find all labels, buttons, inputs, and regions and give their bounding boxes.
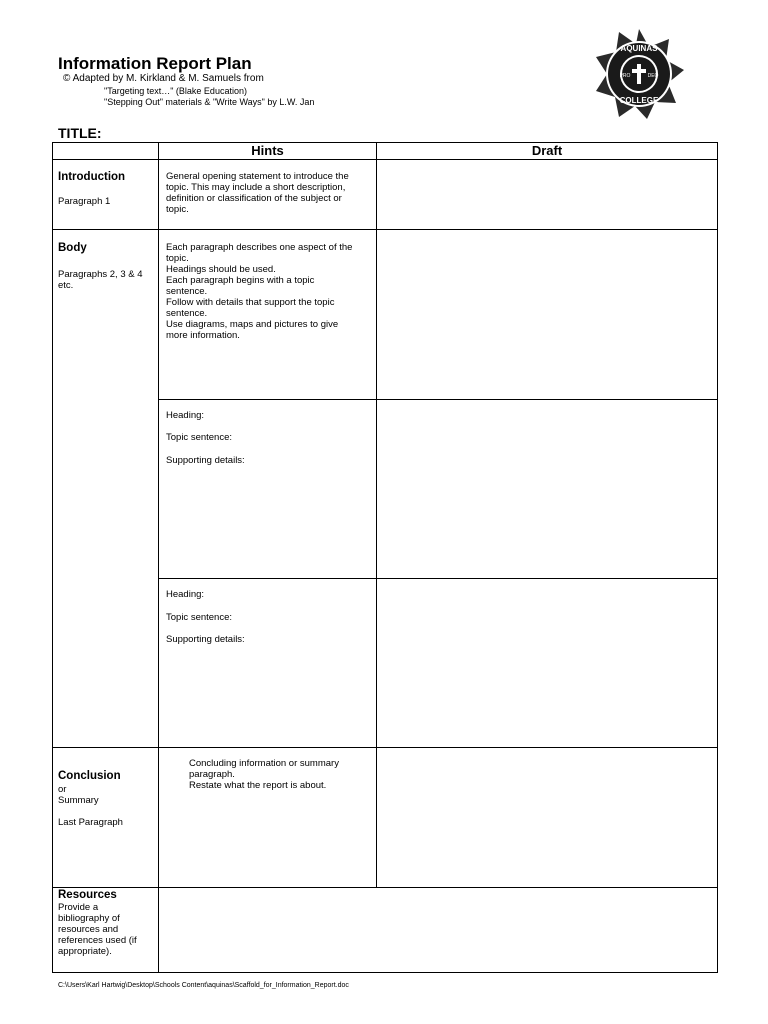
- credit-line: © Adapted by M. Kirkland & M. Samuels from: [63, 73, 264, 84]
- source-line-1: "Targeting text…" (Blake Education): [104, 86, 247, 96]
- body-heading: Body: [58, 242, 87, 254]
- conclusion-draft-cell[interactable]: [377, 748, 717, 887]
- logo-text-right: DEO: [647, 73, 659, 79]
- table-border: [717, 142, 718, 973]
- para-b-details: Supporting details:: [166, 634, 245, 645]
- logo-text-top: AQUINAS: [620, 44, 658, 53]
- resources-heading: Resources: [58, 889, 117, 901]
- college-logo: [592, 27, 686, 121]
- conclusion-sub: or Summary: [58, 784, 99, 806]
- table-divider: [158, 142, 159, 973]
- body-sub: Paragraphs 2, 3 & 4 etc.: [58, 269, 143, 291]
- logo-text-left: PRO: [619, 73, 631, 79]
- table-border: [52, 142, 53, 973]
- page-title: Information Report Plan: [58, 54, 252, 73]
- introduction-heading: Introduction: [58, 171, 126, 183]
- introduction-draft-cell[interactable]: [377, 160, 717, 229]
- para-a-topic: Topic sentence:: [166, 432, 233, 443]
- introduction-sub: Paragraph 1: [58, 196, 111, 207]
- logo-text-bottom: COLLEGE: [619, 96, 659, 105]
- para-a-details: Supporting details:: [166, 455, 245, 466]
- table-border: [52, 972, 718, 973]
- source-line-2: "Stepping Out" materials & "Write Ways" by L.W. Jan: [104, 97, 315, 107]
- file-path-footer: C:\Users\Karl Hartwig\Desktop\Schools Content\aquinas\Scaffold_for_Information_Report.doc: [58, 982, 349, 989]
- para-b-heading: Heading:: [166, 589, 205, 600]
- draft-column-header: Draft: [531, 143, 563, 158]
- conclusion-sub2: Last Paragraph: [58, 817, 123, 828]
- hints-column-header: Hints: [251, 143, 284, 158]
- title-label: TITLE:: [58, 125, 102, 141]
- conclusion-hint: Concluding information or summary paragraph. Restate what the report is about.: [189, 758, 339, 791]
- resources-text: Provide a bibliography of resources and references used (if appropriate).: [58, 902, 137, 957]
- body-draft-cell-2[interactable]: [377, 400, 717, 578]
- conclusion-heading: Conclusion: [58, 770, 121, 782]
- resources-draft-cell[interactable]: [159, 888, 717, 972]
- introduction-hint: General opening statement to introduce the topic. This may include a short description, definition or classification of the subject or topic.: [166, 171, 349, 215]
- para-a-heading: Heading:: [166, 410, 205, 421]
- body-draft-cell-1[interactable]: [377, 230, 717, 399]
- body-hint: Each paragraph describes one aspect of the topic. Headings should be used. Each paragraph begins with a topic sentence. Follow with details that support the topic sentence. Use diagrams, maps and pictures to give more information.: [166, 242, 353, 341]
- para-b-topic: Topic sentence:: [166, 612, 233, 623]
- body-draft-cell-3[interactable]: [377, 579, 717, 747]
